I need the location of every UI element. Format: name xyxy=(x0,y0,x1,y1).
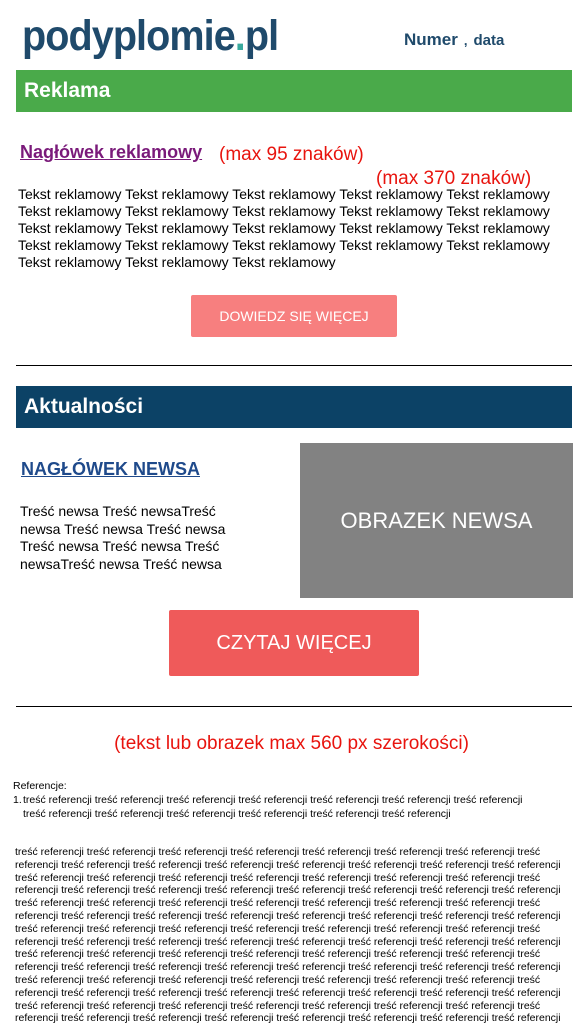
issue-number-label: Numer xyxy=(404,30,458,49)
issue-date-label: data xyxy=(473,32,505,49)
references-list xyxy=(13,793,533,821)
logo-main-text: podyplomie xyxy=(22,12,235,60)
logo-tld-text: pl xyxy=(244,12,279,60)
site-logo[interactable] xyxy=(22,10,278,62)
issue-separator: , xyxy=(463,33,468,48)
issue-info xyxy=(404,30,504,50)
ad-headline-link[interactable]: Nagłówek reklamowy xyxy=(20,142,203,162)
news-body-text: Treść newsa Treść newsaTreść newsa Treść newsa Treść newsa Treść newsa Treść newsa Treść newsaTreść newsa Treść newsa xyxy=(20,503,226,572)
content-width-note: (tekst lub obrazek max 560 px szerokości) xyxy=(114,733,469,754)
news-image-placeholder[interactable]: OBRAZEK NEWSA xyxy=(300,443,573,598)
reference-item xyxy=(13,793,533,821)
reference-text: treść referencji treść referencji treść referencji treść referencji treść referencji treść referencji treść referencji treść referencji treść referencji treść referencji treść referencji treść referencji treść referencji xyxy=(23,794,523,820)
references-body-text: treść referencji treść referencji treść referencji treść referencji treść referencji treść referencji treść referencji treść referencji treść referencji treść referencji treść referencji treść referencji treść referencji treść referencji treść referencji treść referencji treść referencji treść referencji treść referencji treść referencji treść referencji treść referencji treść referencji treść referencji treść referencji treść referencji treść referencji treść referencji treść referencji treść referencji treść referencji treść referencji treść referencji treść referencji treść referencji treść referencji treść referencji treść referencji treść referencji treść referencji treść referencji treść referencji treść referencji treść referencji treść referencji treść referencji treść referencji treść referencji treść referencji treść referencji treść referencji treść referencji treść referencji treść referencji treść referencji treść referencji treść referencji treść referencji treść referencji treść referencji treść referencji treść referencji treść referencji treść referencji treść referencji treść referencji treść referencji treść referencji treść referencji treść referencji treść referencji treść referencji treść referencji treść referencji treść referencji treść referencji treść referencji treść referencji treść referencji treść referencji treść referencji treść referencji treść referencji treść referencji treść referencji treść referencji treść referencji treść referencji treść referencji treść referencji treść referencji treść referencji treść referencji treść referencji treść referencji treść referencji treść referencji treść referencji treść referencji treść referencji treść referencji treść referencji treść referencji treść referencji treść referencji xyxy=(15,846,561,1025)
references-title: Referencje: xyxy=(13,780,67,792)
ad-headline-limit-note: (max 95 znaków) xyxy=(219,144,364,165)
news-section-title: Aktualności xyxy=(16,386,572,428)
ad-body-text: Tekst reklamowy Tekst reklamowy Tekst reklamowy Tekst reklamowy Tekst reklamowy Tekst reklamowy Tekst reklamowy Tekst reklamowy Tekst reklamowy Tekst reklamowy Tekst reklamowy Tekst reklamowy Tekst reklamowy Tekst reklamowy Tekst reklamowy Tekst reklamowy Tekst reklamowy Tekst reklamowy Tekst reklamowy Tekst reklamowy Tekst reklamowy Tekst reklamowy Tekst reklamowy xyxy=(18,186,550,270)
news-headline-link[interactable]: NAGŁÓWEK NEWSA xyxy=(21,459,200,479)
read-more-button[interactable]: CZYTAJ WIĘCEJ xyxy=(169,610,419,676)
logo-dot: . xyxy=(234,12,245,60)
reference-number: 1. xyxy=(13,794,22,806)
ad-section-title: Reklama xyxy=(16,70,572,112)
section-divider xyxy=(16,706,572,707)
ad-text-limit-note: (max 370 znaków) xyxy=(376,168,532,189)
section-divider xyxy=(16,365,572,366)
learn-more-button[interactable]: DOWIEDZ SIĘ WIĘCEJ xyxy=(191,295,397,337)
